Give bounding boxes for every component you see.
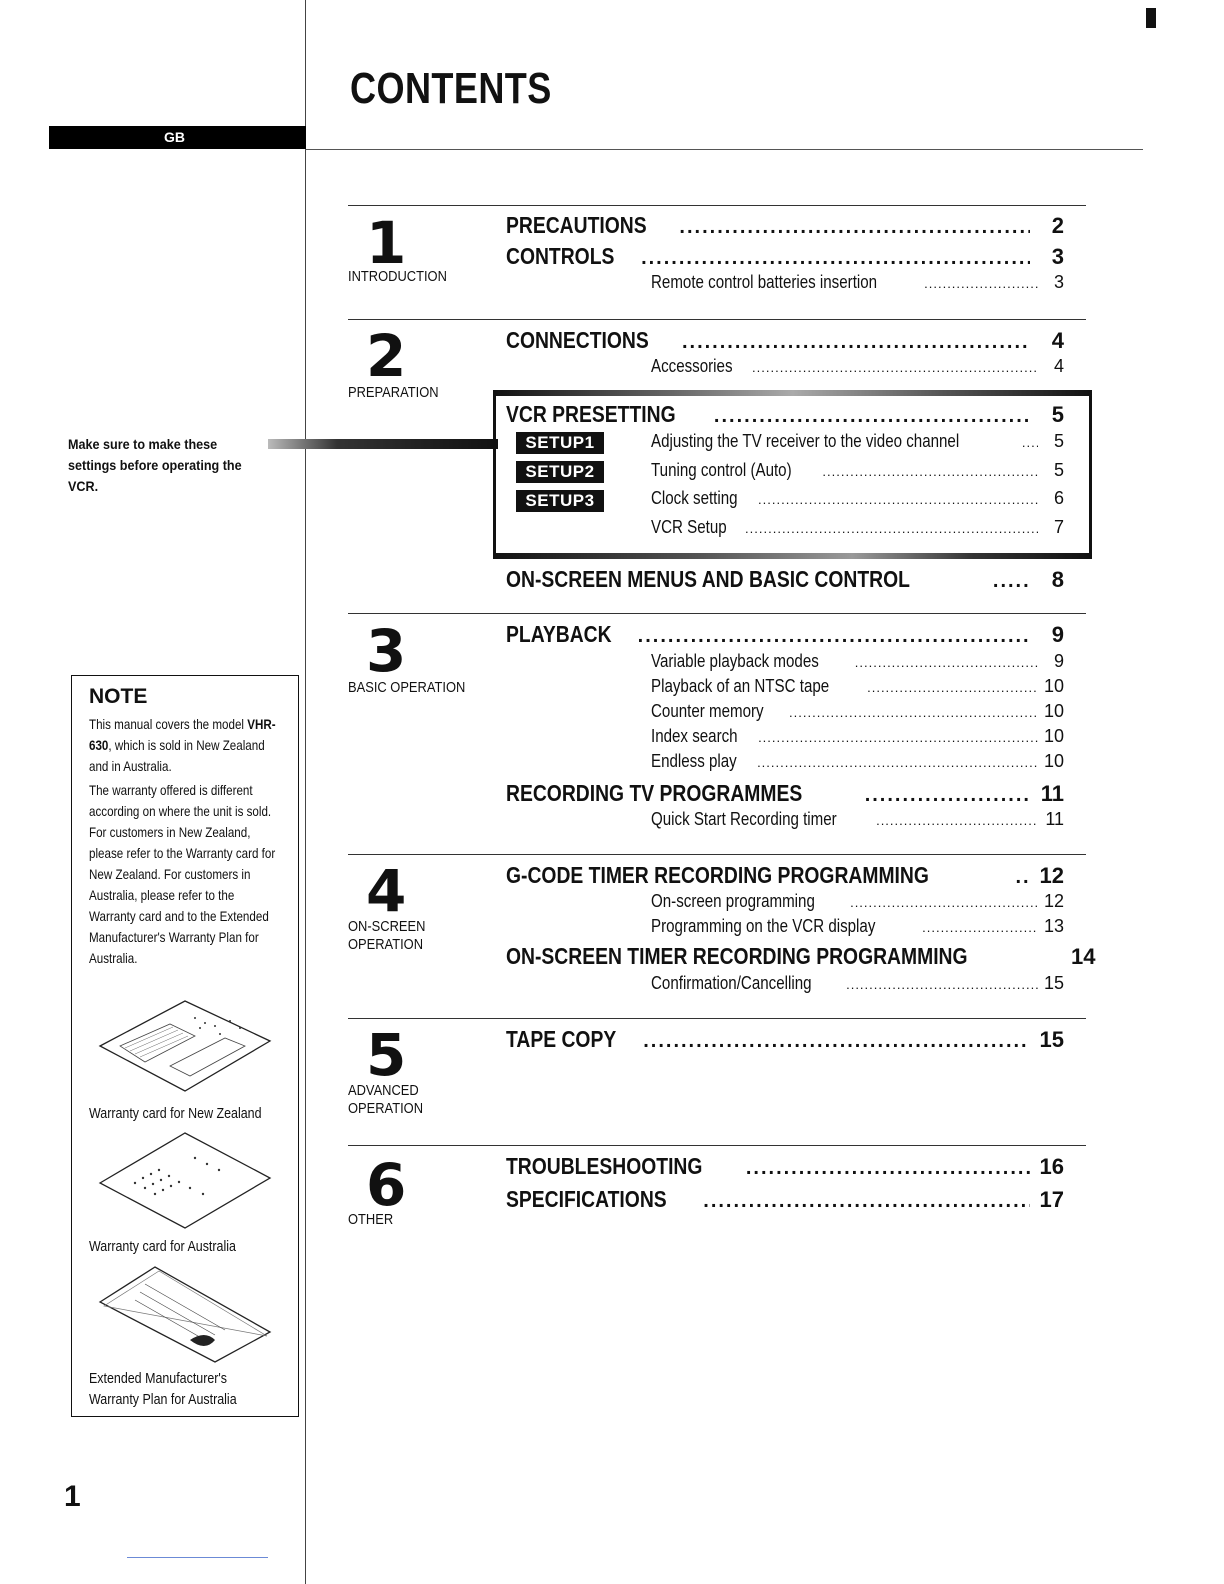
toc-entry-troubleshooting[interactable]: TROUBLESHOOTING ..... 16	[506, 1153, 1064, 1183]
toc-page: 5	[1051, 402, 1064, 427]
toc-subpage: 5	[1053, 460, 1064, 480]
section-number: 5	[366, 1021, 407, 1089]
section-rule	[348, 613, 1086, 614]
setup3-badge: SETUP3	[516, 490, 604, 512]
toc-entry-onscreen-menus[interactable]: ON-SCREEN MENUS AND BASIC CONTROL ..... 8	[506, 566, 1064, 596]
toc-page: 12	[1039, 863, 1064, 888]
section-rule	[348, 854, 1086, 855]
reminder-pointer-arrow	[268, 439, 498, 449]
toc-subpage: 11	[1045, 809, 1064, 829]
toc-subentry-ntsc-playback[interactable]: Playback of an NTSC tape ..... 10	[651, 676, 1064, 701]
toc-page: 14	[1070, 944, 1096, 969]
section-number: 1	[366, 209, 407, 277]
model-name: VHR-630	[89, 716, 276, 753]
setup1-badge: SETUP1	[516, 432, 604, 454]
section-number: 3	[366, 617, 407, 685]
toc-page: 11	[1040, 781, 1064, 806]
toc-subentry-variable-playback[interactable]: Variable playback modes ..... 9	[651, 651, 1064, 676]
extended-plan-caption-line2: Warranty Plan for Australia	[89, 1391, 237, 1408]
toc-page: 2	[1051, 213, 1064, 238]
section-rule	[348, 1145, 1086, 1146]
settings-reminder: Make sure to make these settings before operating the VCR.	[68, 436, 242, 494]
section-label: ON-SCREEN	[348, 918, 426, 935]
page-title: CONTENTS	[350, 64, 552, 113]
toc-subentry-remote-batteries[interactable]: Remote control batteries insertion ..... 3	[651, 272, 1064, 297]
toc-subentry-setup3[interactable]: Clock setting ..... 6	[651, 488, 1064, 513]
toc-page: 15	[1039, 1027, 1064, 1052]
toc-page: 4	[1051, 328, 1064, 353]
toc-subpage: 9	[1053, 651, 1064, 671]
toc-subpage: 10	[1043, 751, 1064, 771]
setup2-badge: SETUP2	[516, 461, 604, 483]
toc-entry-playback[interactable]: PLAYBACK ..... 9	[506, 621, 1064, 651]
toc-subentry-setup2[interactable]: Tuning control (Auto) ..... 5	[651, 460, 1064, 485]
toc-page: 9	[1051, 622, 1064, 647]
extended-warranty-plan-illustration	[95, 1262, 275, 1366]
toc-entry-recording-tv[interactable]: RECORDING TV PROGRAMMES ..... 11	[506, 780, 1064, 810]
toc-entry-tape-copy[interactable]: TAPE COPY ..... 15	[506, 1026, 1064, 1056]
toc-entry-connections[interactable]: CONNECTIONS ..... 4	[506, 327, 1064, 357]
corner-marker	[1146, 8, 1156, 28]
section-label: BASIC OPERATION	[348, 679, 466, 696]
section-rule	[348, 319, 1086, 320]
vcr-presetting-box-top-edge	[493, 390, 1092, 396]
toc-subentry-confirmation[interactable]: Confirmation/Cancelling ..... 15	[651, 973, 1064, 998]
extended-plan-caption-line1: Extended Manufacturer's	[89, 1370, 228, 1387]
section-label: ADVANCED	[348, 1082, 419, 1099]
nz-warranty-card-illustration	[95, 996, 275, 1096]
toc-entry-onscreen-timer[interactable]: ON-SCREEN TIMER RECORDING PROGRAMMING 14	[506, 943, 1096, 969]
toc-subpage: 5	[1053, 431, 1064, 451]
toc-subentry-counter-memory[interactable]: Counter memory ..... 10	[651, 701, 1064, 726]
toc-subentry-endless-play[interactable]: Endless play ..... 10	[651, 751, 1064, 776]
section-rule	[348, 205, 1086, 206]
section-number: 2	[366, 322, 407, 390]
note-paragraph-model: This manual covers the model VHR-630, which is sold in New Zealand and in Australia.	[89, 716, 276, 774]
section-label: PREPARATION	[348, 384, 439, 401]
vcr-presetting-box-bottom-edge	[493, 553, 1092, 559]
section-label: OPERATION	[348, 1100, 424, 1117]
toc-subpage: 10	[1043, 676, 1064, 696]
toc-subpage: 13	[1043, 916, 1064, 936]
toc-page: 3	[1051, 244, 1064, 269]
toc-subpage: 4	[1053, 356, 1064, 376]
toc-subentry-index-search[interactable]: Index search ..... 10	[651, 726, 1064, 751]
section-number: 4	[366, 857, 407, 925]
toc-subpage: 3	[1053, 272, 1064, 292]
header-rule	[305, 149, 1143, 150]
toc-entry-controls[interactable]: CONTROLS ..... 3	[506, 243, 1064, 273]
toc-subpage: 6	[1053, 488, 1064, 508]
toc-entry-vcr-presetting[interactable]: VCR PRESETTING ..... 5	[506, 401, 1064, 431]
section-rule	[348, 1018, 1086, 1019]
nz-card-caption: Warranty card for New Zealand	[89, 1105, 262, 1122]
note-heading: NOTE	[89, 685, 148, 708]
note-body	[89, 714, 280, 972]
toc-subentry-vcr-display-programming[interactable]: Programming on the VCR display ..... 13	[651, 916, 1064, 941]
toc-subpage: 15	[1043, 973, 1064, 993]
section-label: OTHER	[348, 1211, 394, 1228]
section-label: OPERATION	[348, 936, 424, 953]
note-paragraph-warranty: The warranty offered is different according on where the unit is sold. For customers in New Zealand, please refer to the Warranty card for New Zealand. For customers in Australia, please refer to the Warranty card and to the Extended Manufacturer's Warranty Plan for Australia.	[89, 782, 276, 966]
section-number: 6	[366, 1151, 407, 1219]
toc-subentry-accessories[interactable]: Accessories ..... 4	[651, 356, 1064, 381]
toc-entry-precautions[interactable]: PRECAUTIONS ..... 2	[506, 212, 1064, 242]
toc-entry-specifications[interactable]: SPECIFICATIONS ..... 17	[506, 1186, 1064, 1216]
toc-subentry-onscreen-programming[interactable]: On-screen programming ..... 12	[651, 891, 1064, 916]
column-divider	[305, 0, 306, 1584]
toc-subpage: 12	[1043, 891, 1064, 911]
au-card-caption: Warranty card for Australia	[89, 1238, 236, 1255]
toc-page: 17	[1039, 1187, 1064, 1212]
toc-subentry-quick-start[interactable]: Quick Start Recording timer ..... 11	[651, 809, 1064, 834]
language-tab-label: GB	[164, 129, 185, 145]
toc-subpage: 10	[1043, 726, 1064, 746]
toc-page: 8	[1051, 567, 1064, 592]
toc-subentry-vcr-setup[interactable]: VCR Setup ..... 7	[651, 517, 1064, 542]
au-warranty-card-illustration	[95, 1128, 275, 1232]
toc-subpage: 10	[1043, 701, 1064, 721]
toc-entry-gcode[interactable]: G-CODE TIMER RECORDING PROGRAMMING ..... 12	[506, 862, 1064, 892]
toc-subentry-setup1[interactable]: Adjusting the TV receiver to the video channel ..... 5	[651, 431, 1064, 456]
language-tab	[49, 126, 306, 149]
toc-page: 16	[1039, 1154, 1064, 1179]
footer-link-underline[interactable]	[127, 1557, 268, 1558]
section-label: INTRODUCTION	[348, 268, 447, 285]
toc-subpage: 7	[1053, 517, 1064, 537]
page-number: 1	[64, 1480, 81, 1513]
